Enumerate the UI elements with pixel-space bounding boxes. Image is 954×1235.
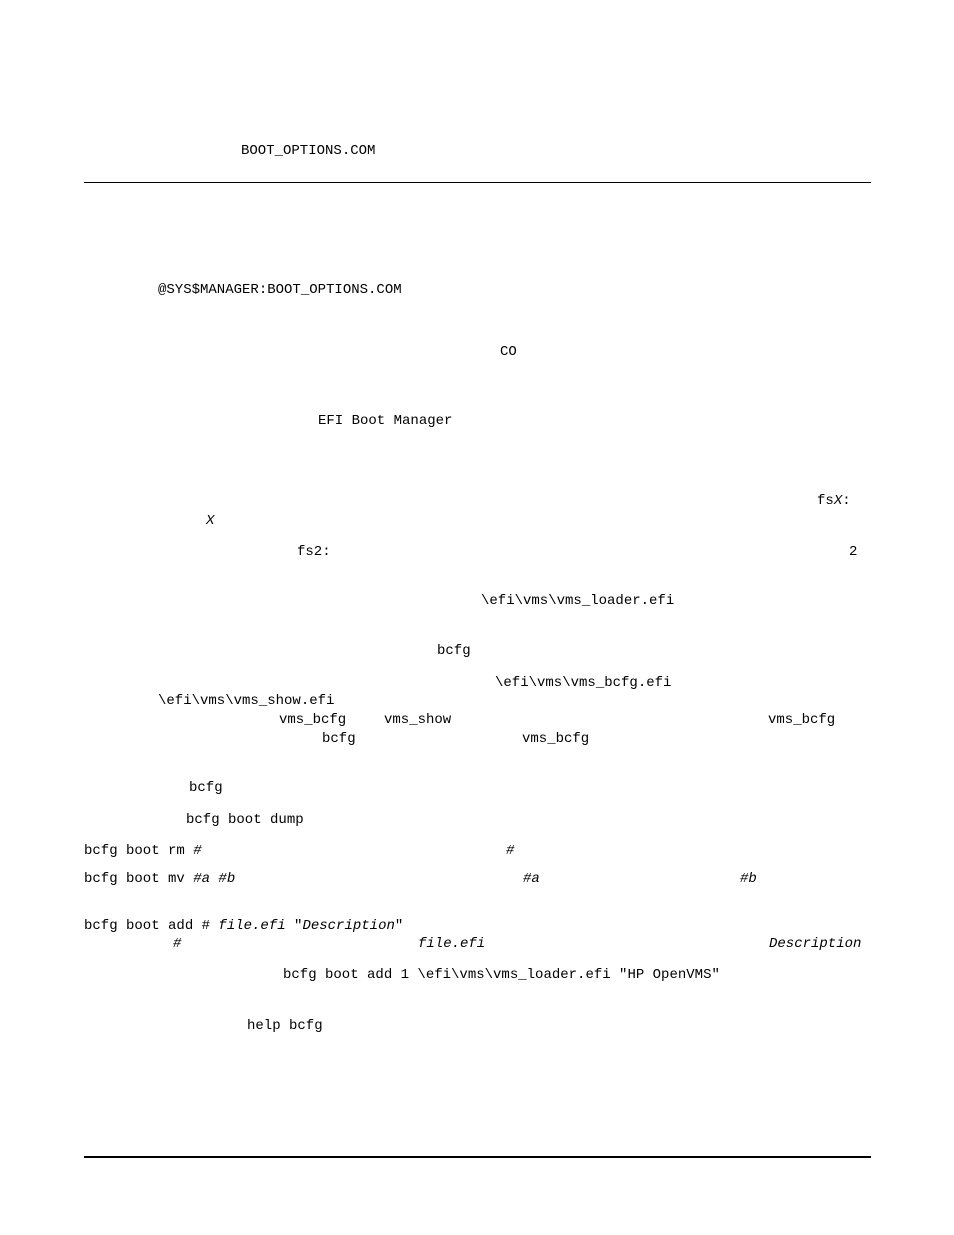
add-reference-description: Description (769, 936, 862, 952)
rm-argument: # (193, 843, 202, 859)
add-file-argument: file.efi (218, 918, 286, 934)
bcfg-add-command (84, 918, 403, 934)
fs2-token: fs2: (297, 544, 331, 560)
footer-rule (84, 1156, 871, 1158)
mv-reference-a: #a (523, 871, 540, 887)
add-quote-close: " (394, 918, 404, 934)
x-variable: X (206, 513, 215, 529)
add-quote-open: " (285, 918, 303, 934)
vms-bcfg-token-3: vms_bcfg (522, 731, 590, 747)
vms-bcfg-path: \efi\vms\vms_bcfg.efi (495, 675, 672, 691)
rm-command-text: bcfg boot rm (84, 843, 194, 859)
fsx-variable: X (833, 493, 843, 509)
co-token: CO (500, 344, 517, 360)
add-reference-file: file.efi (418, 936, 486, 952)
vms-show-token: vms_show (384, 712, 452, 728)
add-command-text: bcfg boot add # (84, 918, 219, 934)
help-bcfg-command: help bcfg (247, 1018, 323, 1034)
add-reference-hash: # (173, 936, 182, 952)
bcfg-add-example: bcfg boot add 1 \efi\vms\vms_loader.efi "HP OpenVMS" (283, 967, 720, 983)
mv-reference-b: #b (740, 871, 757, 887)
add-description-argument: Description (302, 918, 395, 934)
vms-loader-path: \efi\vms\vms_loader.efi (481, 593, 675, 609)
efi-boot-manager-label: EFI Boot Manager (318, 413, 453, 429)
header-filename: BOOT_OPTIONS.COM (241, 143, 376, 159)
fsx-token (817, 493, 851, 509)
procedure-command: @SYS$MANAGER:BOOT_OPTIONS.COM (158, 282, 402, 298)
vms-bcfg-token-1: vms_bcfg (279, 712, 347, 728)
mv-arguments: #a #b (193, 871, 236, 887)
number-two: 2 (849, 544, 858, 560)
bcfg-token-3: bcfg (189, 780, 223, 796)
fsx-prefix: fs (817, 493, 834, 509)
mv-command-text: bcfg boot mv (84, 871, 194, 887)
fsx-suffix: : (842, 493, 851, 509)
bcfg-token-1: bcfg (437, 643, 471, 659)
bcfg-rm-command (84, 843, 202, 859)
header-rule (84, 182, 871, 183)
bcfg-boot-dump-command: bcfg boot dump (186, 812, 304, 828)
rm-argument-reference: # (506, 843, 515, 859)
vms-bcfg-token-2: vms_bcfg (768, 712, 836, 728)
bcfg-mv-command (84, 871, 235, 887)
bcfg-token-2: bcfg (322, 731, 356, 747)
vms-show-path: \efi\vms\vms_show.efi (158, 693, 335, 709)
